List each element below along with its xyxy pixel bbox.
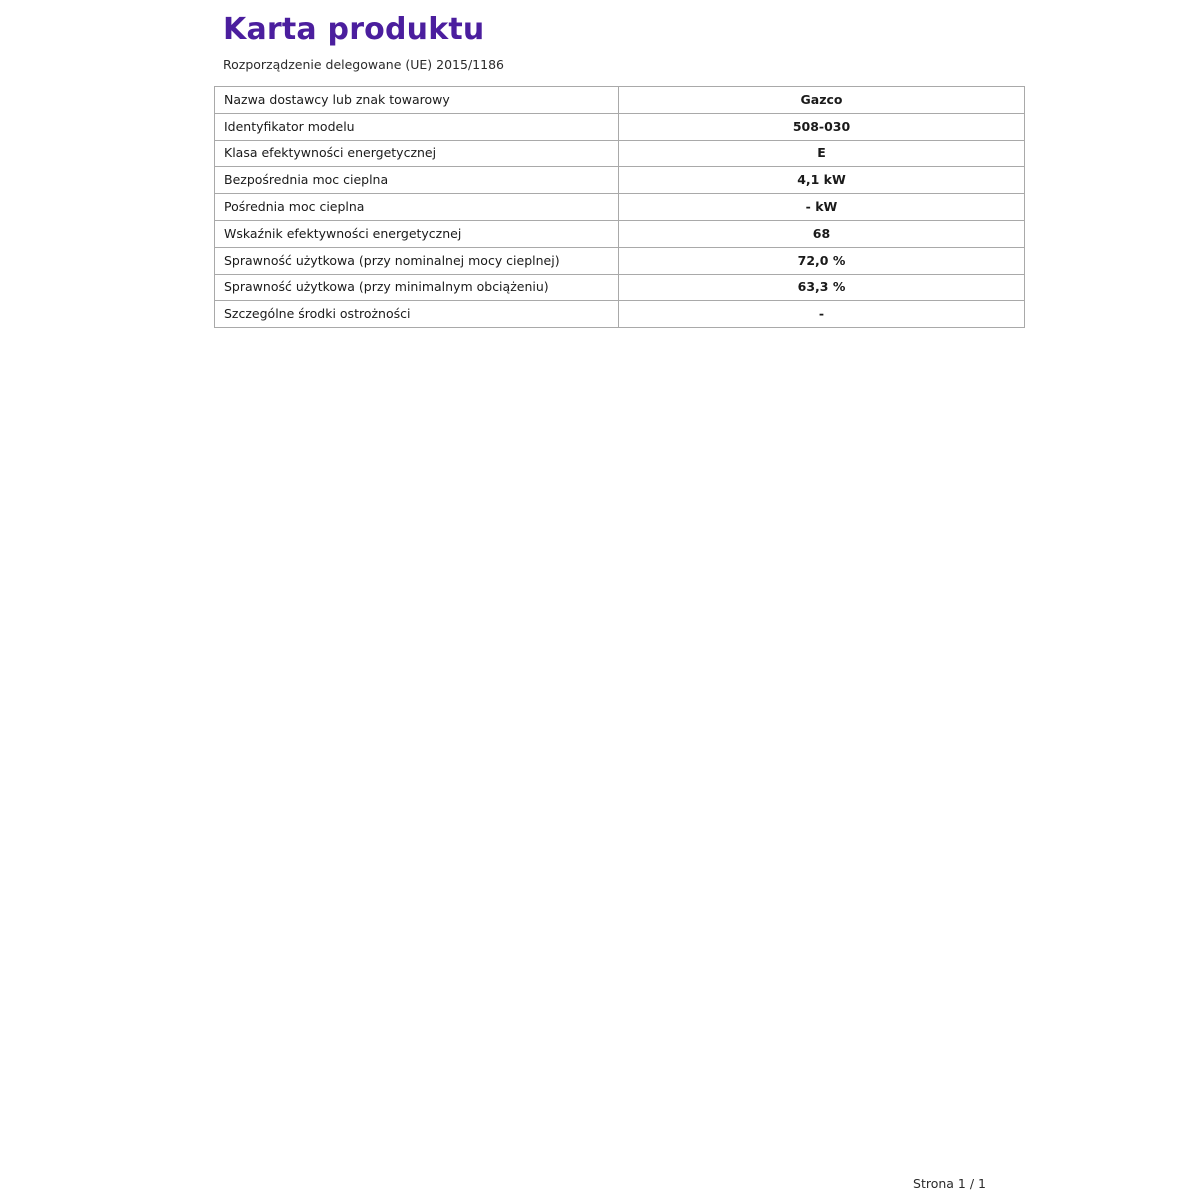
row-label: Sprawność użytkowa (przy minimalnym obciążeniu) (215, 274, 619, 301)
row-label: Wskaźnik efektywności energetycznej (215, 220, 619, 247)
row-value: - (619, 301, 1025, 328)
row-value: 72,0 % (619, 247, 1025, 274)
row-label: Pośrednia moc cieplna (215, 194, 619, 221)
table-row (215, 274, 1025, 301)
page-title: Karta produktu (223, 12, 485, 47)
product-fiche (214, 0, 988, 328)
row-value: E (619, 140, 1025, 167)
table-row (215, 301, 1025, 328)
row-label: Sprawność użytkowa (przy nominalnej mocy cieplnej) (215, 247, 619, 274)
regulation-subtitle: Rozporządzenie delegowane (UE) 2015/1186 (223, 57, 504, 72)
row-label: Szczególne środki ostrożności (215, 301, 619, 328)
row-value: 4,1 kW (619, 167, 1025, 194)
table-row (215, 113, 1025, 140)
specification-table-body (215, 87, 1025, 328)
row-label: Nazwa dostawcy lub znak towarowy (215, 87, 619, 114)
row-value: 508-030 (619, 113, 1025, 140)
row-label: Identyfikator modelu (215, 113, 619, 140)
table-row (215, 87, 1025, 114)
row-value: 68 (619, 220, 1025, 247)
table-row (215, 247, 1025, 274)
row-value: 63,3 % (619, 274, 1025, 301)
specification-table (214, 86, 1025, 328)
table-row (215, 140, 1025, 167)
table-row (215, 194, 1025, 221)
row-label: Klasa efektywności energetycznej (215, 140, 619, 167)
page-footer: Strona 1 / 1 (913, 1176, 986, 1191)
table-row (215, 220, 1025, 247)
row-value: - kW (619, 194, 1025, 221)
row-label: Bezpośrednia moc cieplna (215, 167, 619, 194)
table-row (215, 167, 1025, 194)
row-value: Gazco (619, 87, 1025, 114)
